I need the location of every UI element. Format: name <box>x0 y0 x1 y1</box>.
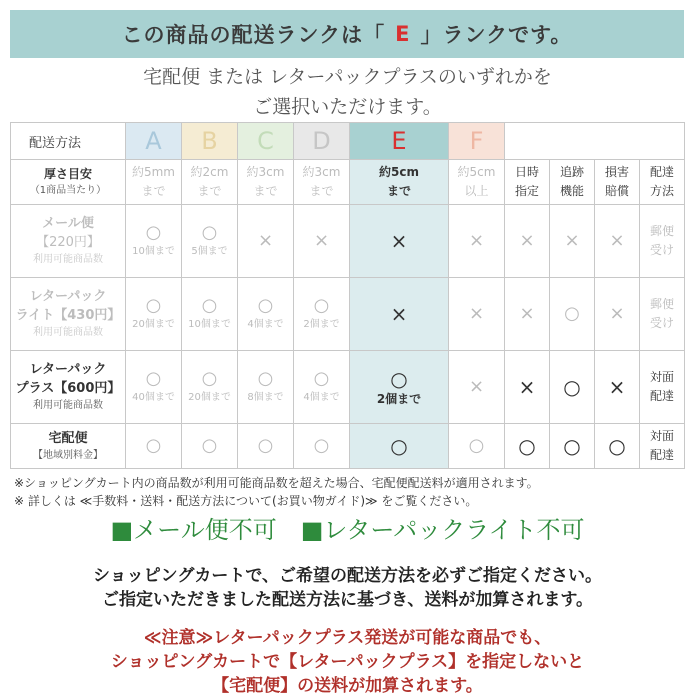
availability-mark: × <box>468 230 485 251</box>
feature-label: 日時 <box>514 165 539 179</box>
cell-tk-b <box>182 424 238 469</box>
cell-tk-datetime <box>505 424 550 469</box>
subtitle-line2: ご選択いただけます。 <box>253 96 442 118</box>
delivery-type: 郵便 <box>649 224 674 238</box>
availability-mark: ○ <box>201 222 218 243</box>
cell-tk-c <box>238 424 294 469</box>
cell-lpl-compensation <box>595 278 640 351</box>
thickness-value: 約2cm <box>190 165 229 179</box>
delivery-type: 対面 <box>649 429 674 443</box>
availability-mark: ○ <box>390 434 408 458</box>
row-label-letterpack-light <box>11 278 126 351</box>
thickness-e <box>350 160 449 205</box>
header-blank <box>505 123 685 160</box>
subtitle-line1: 宅配便 または レターパックプラスのいずれかを <box>143 66 552 88</box>
feature-label: 賠償 <box>604 184 629 198</box>
method-price: 【220円】 <box>36 235 100 250</box>
rank-f-header: F <box>449 123 505 160</box>
item-limit: 10個まで <box>132 246 175 257</box>
cell-tk-d <box>294 424 350 469</box>
thickness-c <box>238 160 294 205</box>
thickness-value: 約5cm <box>457 165 496 179</box>
cell-lpl-delivery <box>640 278 685 351</box>
banner-rank: E <box>395 22 411 46</box>
cell-mail-e <box>350 205 449 278</box>
cell-mail-d <box>294 205 350 278</box>
availability-mark: ○ <box>313 295 330 316</box>
delivery-type: 配達 <box>649 448 674 462</box>
item-limit: 4個まで <box>303 392 340 403</box>
feature-mark: ○ <box>608 434 626 458</box>
feature-label: 方法 <box>649 184 674 198</box>
row-label-takuhaibin <box>11 424 126 469</box>
feature-label: 配達 <box>649 165 674 179</box>
row-label-mail <box>11 205 126 278</box>
feature-label: 追跡 <box>559 165 584 179</box>
shipping-method-header: 配送方法 <box>11 123 126 160</box>
feature-delivery-method <box>640 160 685 205</box>
availability-mark: × <box>313 230 330 251</box>
feature-mark: × <box>608 375 626 399</box>
cell-lpl-e <box>350 278 449 351</box>
rank-e-header: E <box>350 123 449 160</box>
availability-mark: ○ <box>313 368 330 389</box>
availability-mark: ○ <box>313 435 330 456</box>
thickness-a <box>126 160 182 205</box>
item-limit: 2個まで <box>303 319 340 330</box>
row-letterpack-light <box>11 278 685 351</box>
cell-lpp-f <box>449 351 505 424</box>
warning-line2: ショッピングカートで【レターパックプラス】を指定しないと <box>110 652 585 672</box>
feature-tracking <box>550 160 595 205</box>
thickness-sublabel: （1商品当たり） <box>29 185 107 196</box>
method-note: 利用可能商品数 <box>33 254 103 265</box>
thickness-unit: まで <box>197 184 222 198</box>
mail-unavailable: ■メール便不可 <box>110 516 277 544</box>
cell-tk-f <box>449 424 505 469</box>
item-limit: 5個まで <box>191 246 228 257</box>
feature-mark: × <box>519 303 535 324</box>
method-price: プラス【600円】 <box>15 381 121 396</box>
cell-lpp-b <box>182 351 238 424</box>
availability-mark: ○ <box>145 295 162 316</box>
rank-banner <box>10 10 684 58</box>
cell-mail-f <box>449 205 505 278</box>
item-limit: 8個まで <box>247 392 284 403</box>
cell-lpl-datetime <box>505 278 550 351</box>
feature-mark: × <box>609 303 625 324</box>
letterpack-light-unavailable: ■レターパックライト不可 <box>300 516 585 544</box>
item-limit: 2個まで <box>376 392 422 406</box>
availability-mark: ○ <box>201 435 218 456</box>
feature-mark: × <box>564 230 580 251</box>
instruction-line1: ショッピングカートで、ご希望の配送方法を必ずご指定ください。 <box>93 566 602 586</box>
cell-tk-delivery <box>640 424 685 469</box>
cell-lpl-c <box>238 278 294 351</box>
feature-mark: × <box>519 230 535 251</box>
item-limit: 4個まで <box>247 319 284 330</box>
rank-b-header: B <box>182 123 238 160</box>
feature-mark: × <box>609 230 625 251</box>
method-name: 宅配便 <box>48 430 88 446</box>
row-label-letterpack-plus <box>11 351 126 424</box>
method-note: 利用可能商品数 <box>33 327 103 338</box>
availability-mark: ○ <box>145 368 162 389</box>
feature-label: 機能 <box>559 184 584 198</box>
cell-tk-tracking <box>550 424 595 469</box>
availability-mark: ○ <box>257 368 274 389</box>
warning-line3: 【宅配便】の送料が加算されます。 <box>212 676 483 696</box>
method-price: ライト【430円】 <box>15 308 121 323</box>
availability-mark: ○ <box>145 222 162 243</box>
thickness-value: 約5cm <box>379 165 419 179</box>
banner-prefix: この商品の配送ランクは「 <box>121 23 386 47</box>
rank-d-header: D <box>294 123 350 160</box>
item-limit: 40個まで <box>132 392 175 403</box>
thickness-value: 約3cm <box>302 165 341 179</box>
cell-mail-b <box>182 205 238 278</box>
availability-mark: ○ <box>390 367 408 391</box>
availability-mark: × <box>468 376 485 397</box>
cell-tk-a <box>126 424 182 469</box>
unavailable-notice <box>0 510 695 545</box>
cell-lpp-compensation <box>595 351 640 424</box>
feature-compensation <box>595 160 640 205</box>
availability-mark: ○ <box>201 368 218 389</box>
thickness-row <box>11 160 685 205</box>
method-note: 利用可能商品数 <box>33 400 103 411</box>
item-limit: 10個まで <box>188 319 231 330</box>
feature-mark: × <box>518 375 536 399</box>
thickness-unit: 以上 <box>464 184 489 198</box>
cell-lpp-c <box>238 351 294 424</box>
thickness-unit: まで <box>253 184 278 198</box>
cell-lpp-d <box>294 351 350 424</box>
thickness-label: 厚さ目安 <box>43 167 92 181</box>
cell-lpl-b <box>182 278 238 351</box>
cell-lpp-e <box>350 351 449 424</box>
availability-mark: ○ <box>257 435 274 456</box>
cell-lpp-tracking <box>550 351 595 424</box>
warning-line1: ≪注意≫レターパックプラス発送が可能な商品でも、 <box>143 628 552 648</box>
cell-lpl-d <box>294 278 350 351</box>
note-overflow: ※ショッピングカート内の商品数が利用可能商品数を超えた場合、宅配便配送料が適用されます。 <box>14 476 539 490</box>
shipping-rank-table <box>10 122 685 469</box>
feature-datetime <box>505 160 550 205</box>
method-name: メール便 <box>42 216 94 231</box>
feature-mark: ○ <box>518 434 536 458</box>
cell-mail-compensation <box>595 205 640 278</box>
thickness-unit: まで <box>141 184 166 198</box>
delivery-type: 対面 <box>649 370 674 384</box>
feature-mark: ○ <box>563 434 581 458</box>
thickness-unit: まで <box>309 184 334 198</box>
availability-mark: ○ <box>145 435 162 456</box>
rank-header-row <box>11 123 685 160</box>
availability-mark: ○ <box>468 435 485 456</box>
delivery-type: 郵便 <box>649 297 674 311</box>
availability-mark: × <box>390 302 408 326</box>
row-mail <box>11 205 685 278</box>
feature-mark: ○ <box>563 375 581 399</box>
cell-lpp-delivery <box>640 351 685 424</box>
availability-mark: × <box>257 230 274 251</box>
cell-lpp-datetime <box>505 351 550 424</box>
delivery-type: 配達 <box>649 389 674 403</box>
row-takuhaibin <box>11 424 685 469</box>
instruction-line2: ご指定いただきました配送方法に基づき、送料が加算されます。 <box>102 590 593 610</box>
method-name: レターパック <box>29 289 107 304</box>
cell-lpl-a <box>126 278 182 351</box>
availability-mark: × <box>468 303 485 324</box>
thickness-f <box>449 160 505 205</box>
banner-suffix: 」ランクです。 <box>420 23 573 47</box>
availability-mark: ○ <box>201 295 218 316</box>
thickness-unit: まで <box>386 184 411 198</box>
cell-tk-compensation <box>595 424 640 469</box>
rank-c-header: C <box>238 123 294 160</box>
method-price: 【地域別料金】 <box>33 449 103 461</box>
delivery-type: 受け <box>649 316 674 330</box>
cell-mail-delivery <box>640 205 685 278</box>
feature-mark: ○ <box>564 303 580 324</box>
delivery-type: 受け <box>649 243 674 257</box>
cell-lpl-tracking <box>550 278 595 351</box>
cell-mail-a <box>126 205 182 278</box>
method-name: レターパック <box>29 362 107 377</box>
availability-mark: × <box>390 229 408 253</box>
item-limit: 20個まで <box>188 392 231 403</box>
feature-label: 指定 <box>514 184 539 198</box>
note-guide-link: ※ 詳しくは ≪手数料・送料・配送方法について(お買い物ガイド)≫ をご覧ください。 <box>14 494 478 508</box>
thickness-d <box>294 160 350 205</box>
feature-label: 損害 <box>604 165 629 179</box>
cell-tk-e <box>350 424 449 469</box>
thickness-label-cell <box>11 160 126 205</box>
cell-lpp-a <box>126 351 182 424</box>
thickness-value: 約3cm <box>246 165 285 179</box>
thickness-value: 約5mm <box>131 165 175 179</box>
cell-mail-tracking <box>550 205 595 278</box>
cell-mail-datetime <box>505 205 550 278</box>
availability-mark: ○ <box>257 295 274 316</box>
rank-a-header: A <box>126 123 182 160</box>
item-limit: 20個まで <box>132 319 175 330</box>
cell-mail-c <box>238 205 294 278</box>
cell-lpl-f <box>449 278 505 351</box>
row-letterpack-plus <box>11 351 685 424</box>
thickness-b <box>182 160 238 205</box>
